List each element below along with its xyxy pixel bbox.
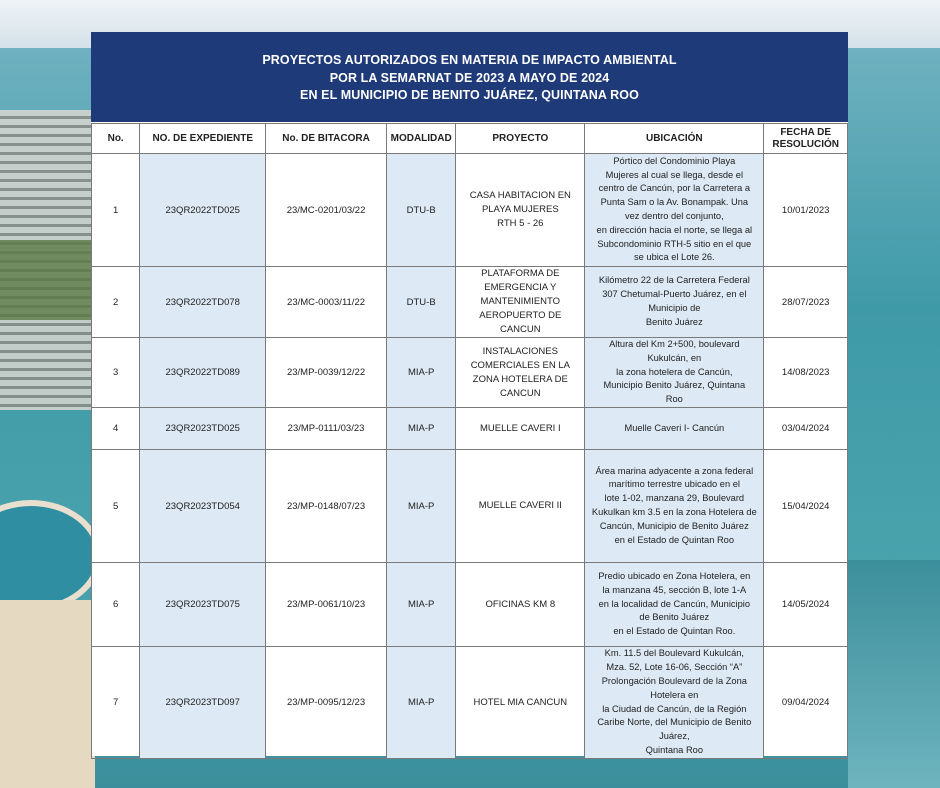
cell-modalidad: MIA-P (386, 450, 455, 563)
cell-fecha: 28/07/2023 (764, 267, 848, 338)
cell-expediente: 23QR2023TD097 (140, 647, 266, 759)
cell-ubicacion (585, 338, 764, 408)
cell-ubicacion-line: la zona hotelera de Cancún, (616, 366, 733, 377)
cell-fecha: 14/08/2023 (764, 338, 848, 408)
title-line-1: PROYECTOS AUTORIZADOS EN MATERIA DE IMPACTO AMBIENTAL (262, 53, 677, 67)
cell-proyecto-line: PLAYA MUJERES (481, 204, 559, 215)
table-row (92, 154, 848, 267)
cell-bitacora: 23/MP-0061/10/23 (266, 563, 387, 647)
cell-fecha: 14/05/2024 (764, 563, 848, 647)
column-header-modalidad: MODALIDAD (386, 124, 455, 154)
background-lawn (0, 240, 95, 320)
cell-no: 4 (92, 408, 140, 450)
cell-proyecto-line: ZONA HOTELERA DE (472, 373, 568, 385)
cell-ubicacion-line: la Ciudad de Cancún, de la Región (602, 703, 747, 714)
cell-ubicacion-line: Kilómetro 22 de la Carretera Federal (598, 275, 750, 286)
cell-bitacora: 23/MP-0148/07/23 (266, 450, 387, 563)
cell-proyecto (456, 647, 585, 759)
cell-ubicacion-line: Área marina adyacente a zona federal (595, 465, 754, 476)
cell-ubicacion (585, 267, 764, 338)
cell-ubicacion-line: en dirección hacia el norte, se llega al (596, 224, 753, 235)
cell-modalidad: MIA-P (386, 408, 455, 450)
cell-proyecto-line: OFICINAS KM 8 (485, 598, 556, 610)
cell-proyecto-line: PLATAFORMA DE (481, 268, 560, 279)
cell-bitacora: 23/MC-0201/03/22 (266, 154, 387, 267)
cell-expediente: 23QR2022TD025 (140, 154, 266, 267)
cell-expediente: 23QR2023TD075 (140, 563, 266, 647)
cell-proyecto (456, 267, 585, 338)
table-row (92, 408, 848, 450)
cell-proyecto (456, 338, 585, 408)
cell-ubicacion-line: Kukulcán, en (647, 352, 702, 363)
cell-ubicacion-line: Municipio de (648, 303, 701, 313)
cell-ubicacion-line: Pórtico del Condominio Playa (613, 155, 736, 166)
table-row (92, 267, 848, 338)
cell-proyecto (456, 450, 585, 563)
cell-no: 6 (92, 563, 140, 647)
cell-ubicacion-line: Km. 11.5 del Boulevard Kukulcán, (604, 648, 744, 659)
projects-table (91, 123, 848, 759)
cell-bitacora: 23/MC-0003/11/22 (266, 267, 387, 338)
table-row (92, 338, 848, 408)
cell-expediente: 23QR2023TD054 (140, 450, 266, 563)
column-header-fecha (764, 124, 848, 154)
table-header-row (92, 124, 848, 154)
background-shore (848, 560, 940, 788)
cell-expediente: 23QR2022TD089 (140, 338, 266, 408)
cell-ubicacion-line: Punta Sam o la Av. Bonampak. Una (600, 197, 749, 208)
cell-ubicacion-line: Quintana Roo (645, 744, 703, 755)
cell-ubicacion (585, 154, 764, 267)
cell-proyecto (456, 408, 585, 450)
cell-proyecto-line: CASA HABITACION EN (469, 190, 571, 201)
background-beach (0, 600, 95, 788)
cell-ubicacion (585, 563, 764, 647)
cell-ubicacion-line: Roo (665, 394, 683, 405)
cell-ubicacion-line: centro de Cancún, por la Carretera a (598, 183, 751, 194)
cell-ubicacion-line: Mza. 52, Lote 16-06, Sección “A” (606, 662, 743, 673)
cell-proyecto-line: CANCUN (499, 387, 541, 399)
cell-ubicacion-line: en el Estado de Quintan Roo (614, 534, 735, 545)
cell-ubicacion-line: en la localidad de Cancún, Municipio (598, 598, 751, 609)
cell-ubicacion-line: en el Estado de Quintan Roo. (613, 626, 736, 637)
column-header-fecha-line-1: FECHA DE (780, 126, 832, 138)
cell-ubicacion-line: Cancún, Municipio de Benito Juárez (599, 520, 749, 531)
cell-proyecto (456, 563, 585, 647)
table-row (92, 647, 848, 759)
cell-modalidad: DTU-B (386, 267, 455, 338)
cell-proyecto-line: MUELLE CAVERI II (478, 500, 562, 511)
cell-proyecto-line: INSTALACIONES (482, 345, 558, 357)
table-row (92, 563, 848, 647)
cell-bitacora: 23/MP-0095/12/23 (266, 647, 387, 759)
cell-ubicacion-line: Juárez, (659, 731, 690, 742)
column-header-expediente: NO. DE EXPEDIENTE (140, 124, 266, 154)
cell-ubicacion (585, 647, 764, 759)
cell-ubicacion (585, 450, 764, 563)
cell-ubicacion-line: Mujeres al cual se llega, desde el (605, 169, 744, 180)
cell-fecha: 15/04/2024 (764, 450, 848, 563)
cell-ubicacion-line: de Benito Juárez (639, 612, 710, 623)
cell-ubicacion-line: Benito Juárez (645, 316, 703, 327)
title-line-2: POR LA SEMARNAT DE 2023 A MAYO DE 2024 (329, 70, 610, 85)
cell-ubicacion-line: lote 1-02, manzana 29, Boulevard (604, 493, 745, 504)
cell-ubicacion-line: Subcondominio RTH-5 sitio en el que (597, 238, 752, 249)
projects-card (91, 32, 848, 756)
cell-ubicacion-line: Muelle Caveri I- Cancún (624, 422, 725, 433)
cell-modalidad: MIA-P (386, 647, 455, 759)
cell-expediente: 23QR2022TD078 (140, 267, 266, 338)
cell-ubicacion-line: Predio ubicado en Zona Hotelera, en (598, 571, 751, 581)
cell-ubicacion-line: Altura del Km 2+500, boulevard (609, 339, 740, 349)
cell-ubicacion (585, 408, 764, 450)
cell-ubicacion-line: Prolongación Boulevard de la Zona (601, 675, 747, 686)
cell-ubicacion-line: 307 Chetumal-Puerto Juárez, en el (602, 289, 747, 300)
cell-bitacora: 23/MP-0111/03/23 (266, 408, 387, 450)
cell-proyecto-line: MUELLE CAVERI I (480, 422, 561, 434)
column-header-proyecto: PROYECTO (456, 124, 585, 154)
cell-no: 1 (92, 154, 140, 267)
cell-fecha: 10/01/2023 (764, 154, 848, 267)
cell-proyecto-line: CANCUN (499, 324, 541, 335)
cell-expediente: 23QR2023TD025 (140, 408, 266, 450)
cell-ubicacion-line: marítimo terrestre ubicado en el (608, 479, 740, 490)
cell-modalidad: MIA-P (386, 338, 455, 408)
cell-no: 7 (92, 647, 140, 759)
cell-modalidad: DTU-B (386, 154, 455, 267)
cell-no: 5 (92, 450, 140, 563)
cell-no: 3 (92, 338, 140, 408)
column-header-bitacora: No. DE BITACORA (266, 124, 387, 154)
cell-proyecto-line: RTH 5 - 26 (497, 218, 544, 229)
cell-proyecto-line: HOTEL MIA CANCUN (473, 696, 568, 708)
cell-proyecto-line: MANTENIMIENTO (480, 296, 561, 307)
column-header-ubicacion: UBICACIÓN (585, 124, 764, 154)
title-line-3: EN EL MUNICIPIO DE BENITO JUÁREZ, QUINTANA ROO (300, 88, 639, 102)
cell-ubicacion-line: Kukulkan km 3.5 en la zona Hotelera de (591, 507, 757, 517)
cell-proyecto (456, 154, 585, 267)
title-banner (91, 32, 848, 122)
cell-ubicacion-line: vez dentro del conjunto, (624, 211, 724, 221)
cell-bitacora: 23/MP-0039/12/22 (266, 338, 387, 408)
table-row (92, 450, 848, 563)
cell-modalidad: MIA-P (386, 563, 455, 647)
cell-ubicacion-line: Caribe Norte, del Municipio de Benito (597, 717, 752, 728)
cell-fecha: 09/04/2024 (764, 647, 848, 759)
cell-no: 2 (92, 267, 140, 338)
column-header-no: No. (92, 124, 140, 154)
cell-fecha: 03/04/2024 (764, 408, 848, 450)
cell-proyecto-line: EMERGENCIA Y (484, 282, 557, 293)
cell-ubicacion-line: Municipio Benito Juárez, Quintana (603, 380, 746, 391)
cell-ubicacion-line: Hotelera en (650, 689, 699, 700)
cell-proyecto-line: AEROPUERTO DE (479, 310, 562, 321)
column-header-fecha-line-2: RESOLUCIÓN (772, 138, 840, 150)
cell-ubicacion-line: se ubica el Lote 26. (634, 252, 715, 263)
cell-ubicacion-line: la manzana 45, sección B, lote 1-A (602, 584, 747, 595)
cell-proyecto-line: COMERCIALES EN LA (470, 359, 570, 371)
